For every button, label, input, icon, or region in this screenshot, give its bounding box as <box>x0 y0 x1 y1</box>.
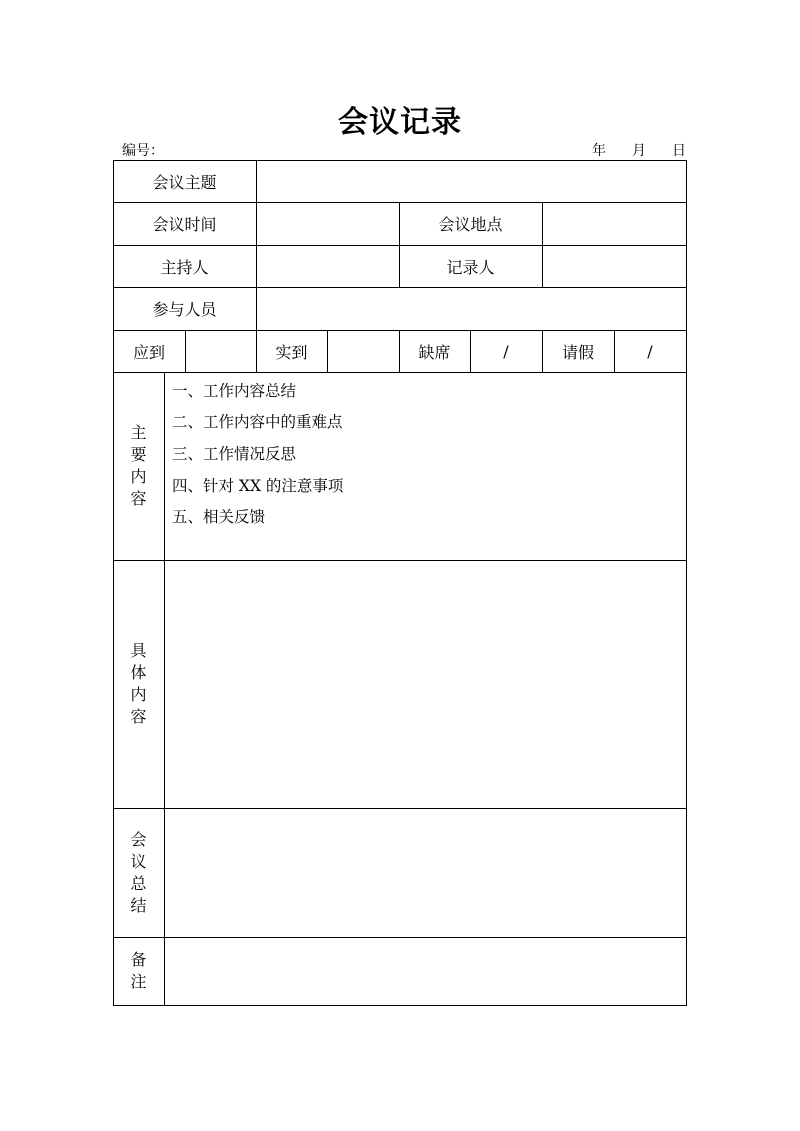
recorder-label: 记录人 <box>446 257 495 277</box>
recorder-field[interactable] <box>543 246 686 287</box>
topic-field[interactable] <box>257 161 686 202</box>
participants-label: 参与人员 <box>152 300 217 319</box>
list-item: 三、工作情况反思 <box>172 445 297 463</box>
time-field[interactable] <box>257 203 399 245</box>
list-item: 二、工作内容中的重难点 <box>172 413 343 431</box>
expected-field[interactable] <box>186 331 256 372</box>
leave-label: 请假 <box>561 342 594 362</box>
day-label: 日 <box>672 143 686 159</box>
participants-field[interactable] <box>257 288 686 330</box>
list-item: 一、工作内容总结 <box>172 382 297 400</box>
page-title: 会议记录 <box>338 105 462 140</box>
detail-field[interactable] <box>165 561 686 808</box>
remarks-field[interactable] <box>165 938 686 1005</box>
location-label: 会议地点 <box>438 215 503 234</box>
topic-label: 会议主题 <box>152 172 217 192</box>
list-item: 五、相关反馈 <box>172 508 266 526</box>
date-field <box>592 140 686 160</box>
absent-label: 缺席 <box>418 342 451 362</box>
location-field[interactable] <box>543 203 686 245</box>
expected-label: 应到 <box>132 342 165 362</box>
host-field[interactable] <box>257 246 399 287</box>
actual-label: 实到 <box>275 342 308 362</box>
main-content-label: 主 要 内 容 <box>130 423 147 508</box>
actual-field[interactable] <box>328 331 399 372</box>
absent-value[interactable]: / <box>503 341 509 361</box>
time-label: 会议时间 <box>152 215 217 234</box>
year-label: 年 <box>592 143 606 159</box>
detail-label: 具 体 内 容 <box>130 641 147 726</box>
month-label: 月 <box>632 143 646 159</box>
list-item: 四、针对 XX 的注意事项 <box>172 477 344 495</box>
remarks-label: 备 注 <box>130 950 147 991</box>
leave-value[interactable]: / <box>647 341 653 361</box>
summary-label: 会 议 总 结 <box>130 829 147 915</box>
document-number-label: 编号： <box>122 143 164 159</box>
summary-field[interactable] <box>165 809 686 937</box>
host-label: 主持人 <box>160 257 209 277</box>
